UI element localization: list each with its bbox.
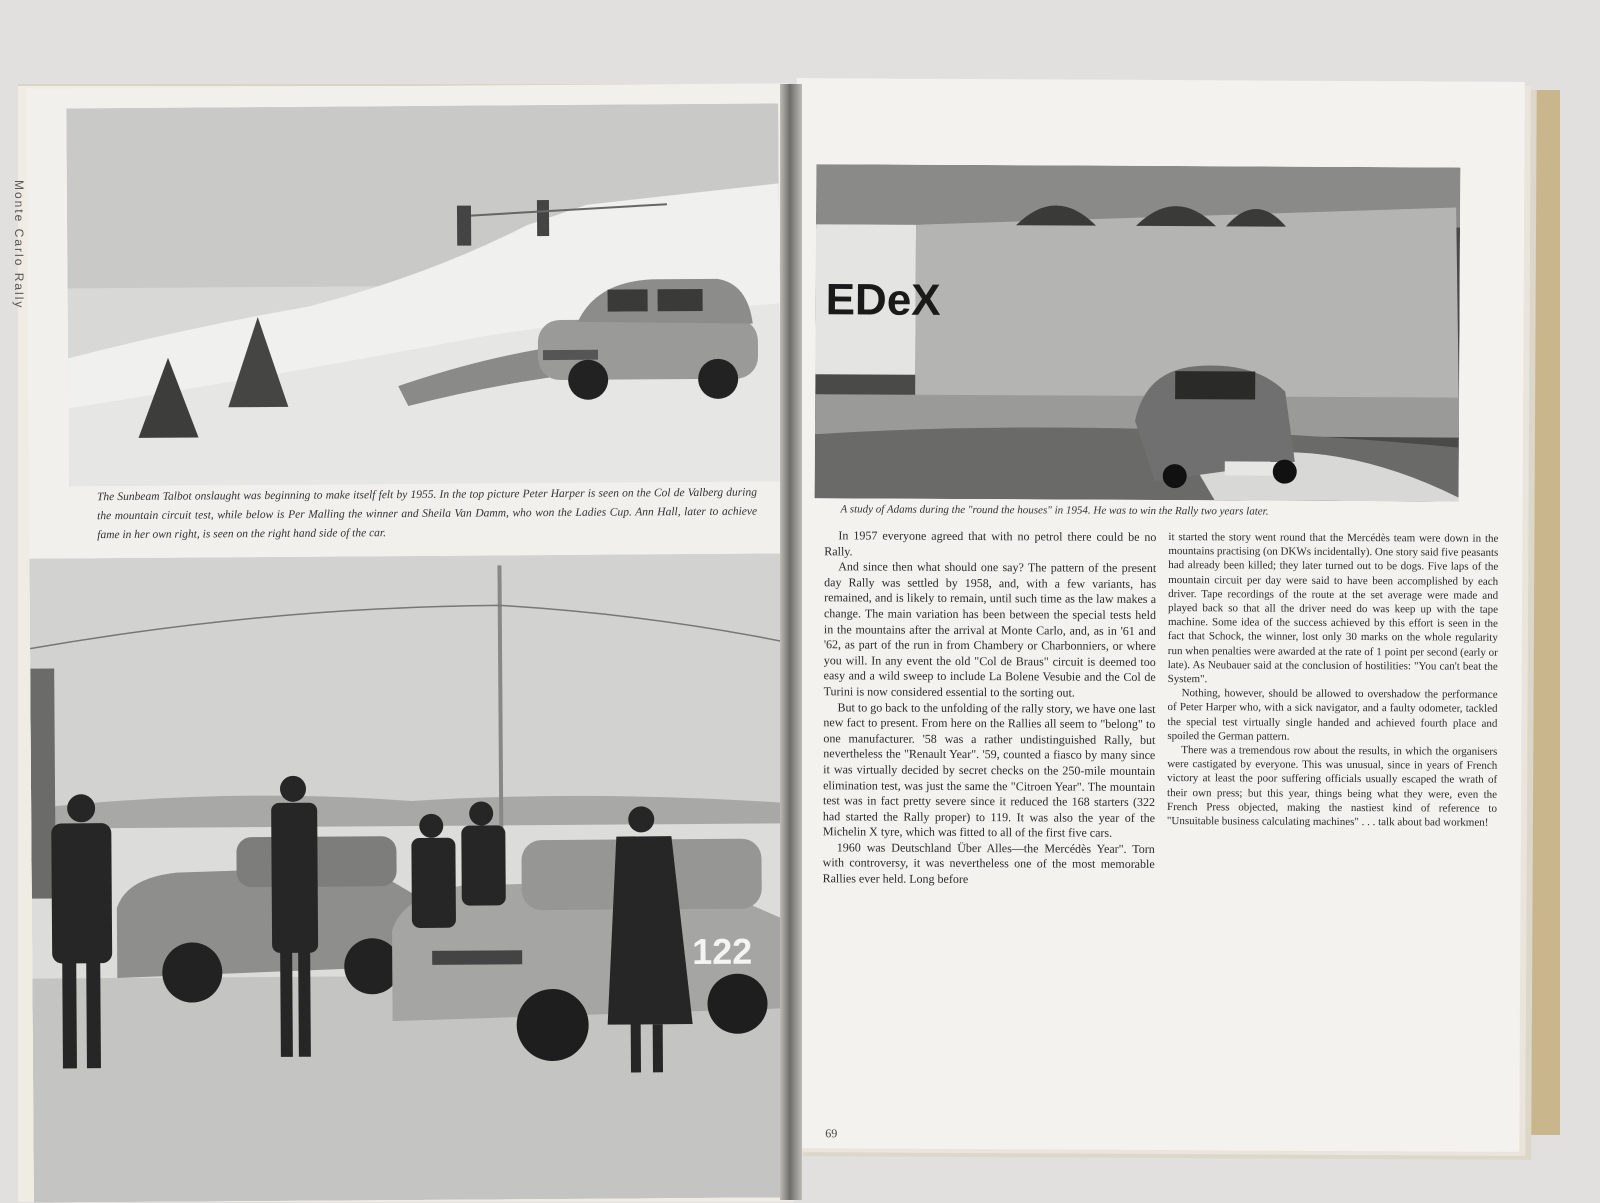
text-column-left	[823, 528, 1157, 888]
page-number: 69	[825, 1126, 838, 1141]
right-caption: A study of Adams during the "round the houses" in 1954. He was to win the Rally two years later.	[840, 503, 1269, 518]
photo-snow-mountain-car	[66, 103, 781, 486]
car-number: 122	[692, 930, 753, 973]
spine-title: Monte Carlo Rally	[12, 180, 26, 310]
paragraph: Nothing, however, should be allowed to overshadow the performance of Peter Harper who, with a sick navigator, and a faulty odometer, tackled the special test virtually single handed and achieved fourth place and spoiled the German pattern.	[1167, 687, 1498, 743]
banner-text: EDeX	[825, 275, 941, 325]
paragraph: In 1957 everyone agreed that with no petrol there could be no Rally.	[824, 528, 1157, 558]
paragraph: There was a tremendous row about the results, in which the organisers were castigated by everyone. This was unusual, since in years of French victory at least the poor suffering officials usually escaped the wrath of their own press; but this year, things being what they were, even the French Press objected, making the nastiest kind of reference to "Unsuitable business calculating machines" . . . talk about bad workmen!	[1166, 744, 1498, 829]
left-caption: The Sunbeam Talbot onslaught was beginning to make itself felt by 1955. In the top picture Peter Harper is seen on the Col de Valberg during the mountain circuit test, while below is Per Malling the winner and Sheila Van Damm, who won the Ladies Cup. Ann Hall, later to achieve fame in her own right, is seen on the right hand side of the car.	[96, 486, 758, 542]
paragraph: And since then what should one say? The pattern of the present day Rally was settled by 1958, and, with a few variants, has remained, and is likely to remain, until such time as the law makes a change. The main variation has been between the special tests held in the mountains after the arrival at Monte Carlo, and, as in '61 and '62, as part of the run in from Chambery or Charbonniers, or where you will. In any event the old "Col de Braus" circuit is deemed too easy and a wild sweep to include La Bolene Vesubie and the Col de Turini is now considered essential to the sorting out.	[823, 559, 1157, 700]
right-page	[791, 78, 1525, 1152]
photo-adams-round-the-houses	[815, 164, 1461, 501]
photo-team-with-cars	[29, 553, 795, 1202]
paragraph: But to go back to the unfolding of the rally story, we have one last new fact to present. From here on the Rallies all seem to "belong" to one manufacturer. '58 was a rather undistinguished Rally, but nevertheless the "Renault Year". '59, counted a fiasco by many since it was virtually decided by secret checks on the 250-mile mountain elimination test, was just the same the "Citroen Year". The mountain test was in fact pretty severe since it reduced the 168 starters (322 had started the Rally proper) to 119. It was also the year of the Michelin X tyre, which was fitted to all of the first five cars.	[822, 699, 1156, 841]
book-gutter	[780, 84, 802, 1200]
paragraph: it started the story went round that the Mercédès team were down in the mountains practising (on DKWs incidentally). One story said five peasants had already been killed; they later turned out to be dogs. Five laps of the mountain circuit per day were said to have been accomplished by each driver. Tape recordings of the route at the set average were made and played back so that all the driver need do was keep up with the tape machine. Some idea of the success achieved by this effort is seen in the fact that Schock, the winner, lost only 30 marks on the whole regularity run when penalties were awarded at the rate of 1 point per second (early or late). As Neubauer said at the conclusion of hostilities: "You can't beat the System".	[1167, 531, 1499, 686]
text-column-right	[1167, 530, 1499, 830]
left-page	[26, 83, 796, 1202]
paragraph: 1960 was Deutschland Über Alles—the Mercédès Year". Torn with controversy, it was nevertheless one of the most memorable Rallies ever held. Long before	[822, 840, 1155, 887]
